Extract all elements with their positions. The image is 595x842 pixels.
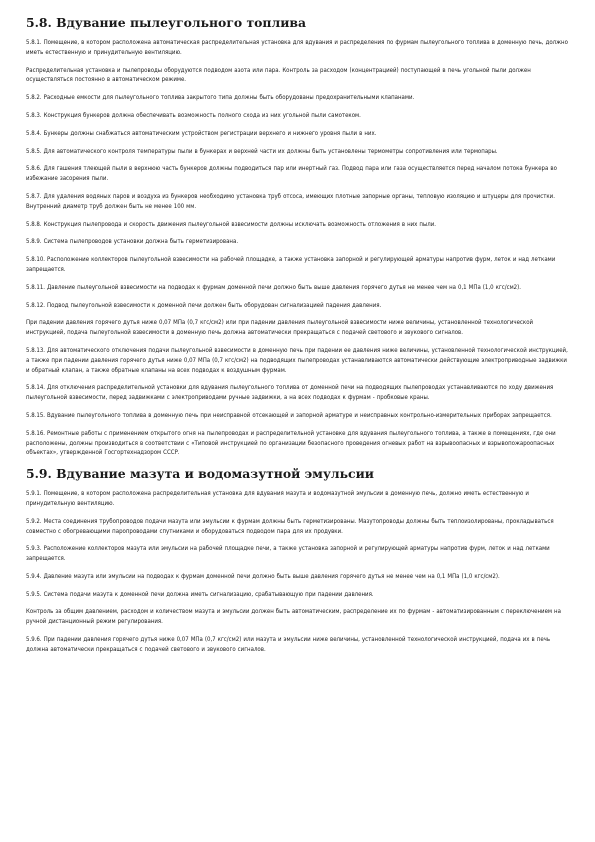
paragraph-5-9-3: 5.9.3. Расположение коллекторов мазута или эмульсии на рабочей площадке печи, а также установка запорной и регулирующей арматуры напротив фурм, леток и над летками запрещается. (26, 545, 550, 563)
paragraph-5-9-1: 5.9.1. Помещение, в котором расположена распределительная установка для вдувания мазута и водомазутной эмульсии в доменную печь, должно иметь естественную и принудительную вентиляцию. (26, 490, 529, 507)
section-heading-5-8: 5.8. Вдувание пылеугольного топлива (26, 15, 307, 30)
paragraph-5-8-12: 5.8.12. Подвод пылеугольной взвесимости к доменной печи должен быть оборудован сигнализацией падения давления. (26, 301, 382, 309)
paragraph-5-8-14: 5.8.14. Для отключения распределительной установки для вдувания пылеугольного топлива от доменной печи на подводящих пылепроводах устанавливаются по ходу движения пылеугольной взвесимости, перед задвижками с электроприводами ручные задвижки, а на всех подводах к фурмам - пробковые краны. (26, 384, 554, 402)
paragraph-5-9-5-b: Контроль за общим давлением, расходом и количеством мазута и эмульсии должен быть автоматическим, распределение их по фурмам - автоматизированным с переключением на ручной дистанционный режим регулирования. (26, 608, 561, 626)
paragraph-5-8-3: 5.8.3. Конструкция бункеров должна обеспечивать возможность полного схода из них угольной пыли самотеком. (26, 111, 361, 119)
paragraph-5-8-8: 5.8.8. Конструкция пылепровода и скорость движения пылеугольной взвесимости должны исключать возможность отложения в них пыли. (26, 220, 437, 228)
paragraph-5-8-7: 5.8.7. Для удаления водяных паров и воздуха из бункеров необходимо установка труб отсоса, имеющих плотные запорные органы, тепловую изоляцию и штуцеры для прочистки. Внутренний диаметр труб должен быть не менее 100 мм. (26, 192, 555, 210)
paragraph-5-9-6: 5.9.6. При падении давления горячего дутья ниже 0,07 МПа (0,7 кгс/см2) или мазута и эмульсии ниже величины, установленной технологической инструкцией, подача их в печь должна автоматически прекращаться с подачей светового и звукового сигналов. (26, 636, 551, 653)
paragraph-5-8-15: 5.8.15. Вдувание пылеугольного топлива в доменную печь при неисправной отсекающей и запорной арматуре и неисправных контрольно-измерительных приборах запрещается. (26, 411, 552, 419)
paragraph-5-8-4: 5.8.4. Бункеры должны снабжаться автоматическим устройством регистрации верхнего и нижнего уровня пыли в них. (26, 129, 377, 137)
paragraph-5-8-9: 5.8.9. Система пылепроводов установки должна быть герметизирована. (26, 238, 239, 246)
paragraph-5-9-4: 5.9.4. Давление мазута или эмульсии на подводах к фурмам доменной печи должно быть выше давления горячего дутья не менее чем на 0,1 МПа (1,0 кгс/см2). (26, 572, 500, 580)
paragraph-5-8-10: 5.8.10. Расположение коллекторов пылеугольной взвесимости на рабочей площадке, а также установка запорной и регулирующей арматуры напротив фурм, леток и над летками запрещается. (26, 256, 556, 273)
paragraph-5-8-6: 5.8.6. Для гашения тлеющей пыли в верхнюю часть бункеров должны подводиться пар или инертный газ. Подвод пара или газа осуществляется перед началом потока бункера во избежание засорения пыли. (26, 165, 557, 183)
paragraph-5-8-1: 5.8.1. Помещение, в котором расположена автоматическая распределительная установка для вдувания и распределения по фурмам пылеугольного топлива в доменную печь, должно иметь естественную и принудительную вентиляцию. (26, 39, 568, 56)
paragraph-5-8-5: 5.8.5. Для автоматического контроля температуры пыли в бункерах и верхней части их должны быть установлены термометры сопротивления или термопары. (26, 147, 498, 155)
section-heading-5-9: 5.9. Вдувание мазута и водомазутной эмульсии (26, 466, 374, 482)
paragraph-5-8-12-b: При падении давления горячего дутья ниже 0,07 МПа (0,7 кгс/см2) или при падении давления пылеугольной взвесимости ниже величины, установленной технологической инструкцией, подача пылеугольной взвесимости в доменную печь должна автоматически прекращаться с подачей светового и звукового сигналов. (26, 319, 534, 337)
paragraph-5-9-2: 5.9.2. Места соединения трубопроводов подачи мазута или эмульсии к фурмам должны быть герметизированы. Мазутопроводы должны быть теплоизолированы, прокладываться совместно с обогревающими паропроводами спутниками и оборудоваться подводом пара для их продувки. (26, 517, 554, 535)
paragraph-5-8-2: 5.8.2. Расходные емкости для пылеугольного топлива закрытого типа должны быть оборудованы предохранительными клапанами. (26, 94, 415, 102)
paragraph-5-8-1-b: Распределительная установка и пылепроводы оборудуются подводом азота или пара. Контроль за расходом (концентрацией) поступающей в печь угольной пыли должен осуществляться постоянно в автоматическом режиме. (26, 66, 531, 84)
paragraph-5-9-5: 5.9.5. Система подачи мазута к доменной печи должна иметь сигнализацию, срабатывающую при падении давления. (26, 590, 374, 598)
paragraph-5-8-13: 5.8.13. Для автоматического отключения подачи пылеугольной взвесимости в доменную печь при падении ее давления ниже величины, установленной технологической инструкцией, а также при падении давления горячего дутья ниже 0,07 МПа (0,7 кгс/см2) на подводящих пылепроводах устанавливаются автоматически действующие электроприводные задвижки и обратный клапан, а также обратные клапаны на всех подводах к воздушным фурмам. (26, 346, 568, 374)
paragraph-5-8-16: 5.8.16. Ремонтные работы с применением открытого огня на пылепроводах и распределительной установке для вдувания пылеугольного топлива, а также в помещениях, где они расположены, должны производиться в соответствии с «Типовой инструкцией по организации безопасного проведения огневых работ на взрывоопасных и взрывопожароопасных объектах», утвержденной Госгортехнадзором СССР. (26, 429, 556, 457)
paragraph-5-8-11: 5.8.11. Давление пылеугольной взвесимости на подводах к фурмам доменной печи должно быть выше давления горячего дутья не менее чем на 0,1 МПа (1,0 кгс/см2). (26, 283, 521, 291)
